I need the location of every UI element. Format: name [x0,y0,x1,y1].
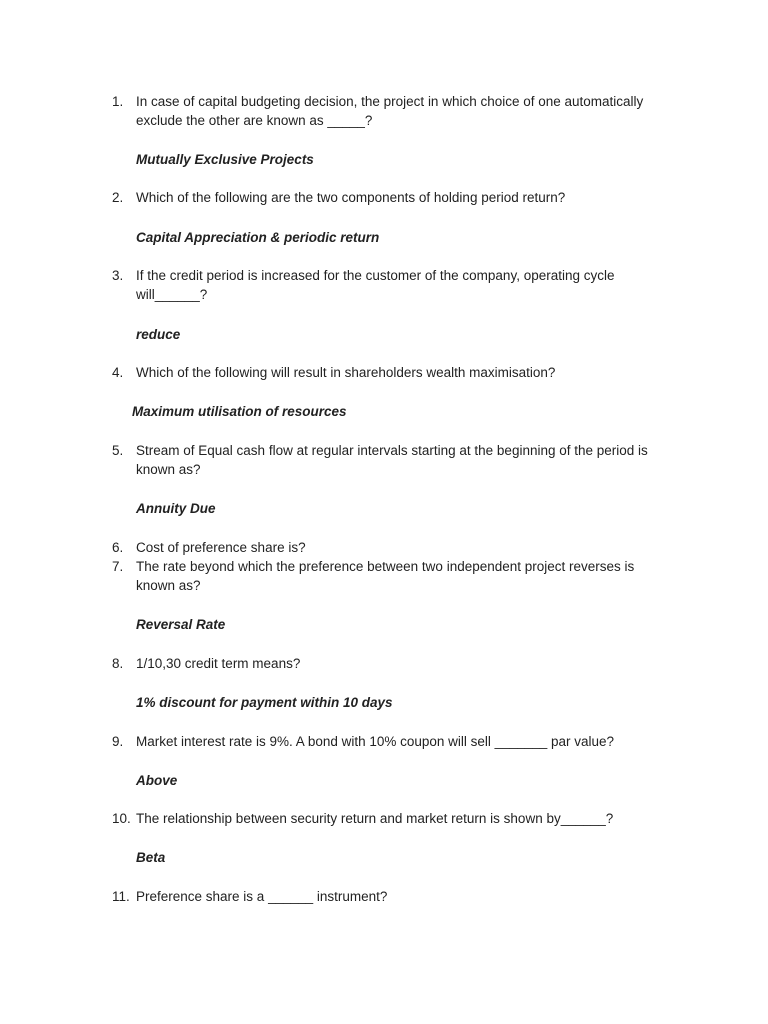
answer-2: Capital Appreciation & periodic return [136,230,380,245]
question-text: The rate beyond which the preference between two independent project reverses is known as? [136,559,635,593]
question-number: 7. [112,559,124,574]
question-number: 1. [112,94,124,109]
answer-8: 1% discount for payment within 10 days [136,695,393,710]
question-11 [112,887,672,906]
question-text: Which of the following are the two components of holding period return? [136,190,566,205]
question-number: 6. [112,540,124,555]
answer-10: Beta [136,850,166,865]
question-number: 3. [112,268,124,283]
answer-9: Above [136,773,178,788]
question-3 [112,266,672,304]
question-4 [112,363,672,382]
question-5 [112,441,672,479]
question-text: Which of the following will result in shareholders wealth maximisation? [136,365,556,380]
question-text: Preference share is a ______ instrument? [136,889,388,904]
question-number: 5. [112,443,124,458]
question-number: 8. [112,656,124,671]
question-2 [112,188,672,207]
question-6 [112,538,672,557]
answer-4: Maximum utilisation of resources [132,404,347,419]
question-1 [112,92,672,130]
answer-7: Reversal Rate [136,617,226,632]
answer-1: Mutually Exclusive Projects [136,152,314,167]
question-number: 9. [112,734,124,749]
question-text: In case of capital budgeting decision, the project in which choice of one automatically exclude the other are known as _____? [136,94,644,128]
question-10 [112,809,672,828]
answer-5: Annuity Due [136,501,216,516]
question-text: Cost of preference share is? [136,540,306,555]
question-number: 4. [112,365,124,380]
question-text: Stream of Equal cash flow at regular intervals starting at the beginning of the period is known as? [136,443,648,477]
question-number: 2. [112,190,124,205]
question-text: Market interest rate is 9%. A bond with 10% coupon will sell _______ par value? [136,734,615,749]
question-9 [112,732,672,751]
question-number: 10. [112,811,131,826]
question-text: The relationship between security return and market return is shown by______? [136,811,614,826]
question-text: If the credit period is increased for the customer of the company, operating cycle will______? [136,268,615,302]
question-text: 1/10,30 credit term means? [136,656,301,671]
question-8 [112,654,672,673]
question-7 [112,557,672,595]
question-number: 11. [112,889,130,904]
answer-3: reduce [136,327,181,342]
